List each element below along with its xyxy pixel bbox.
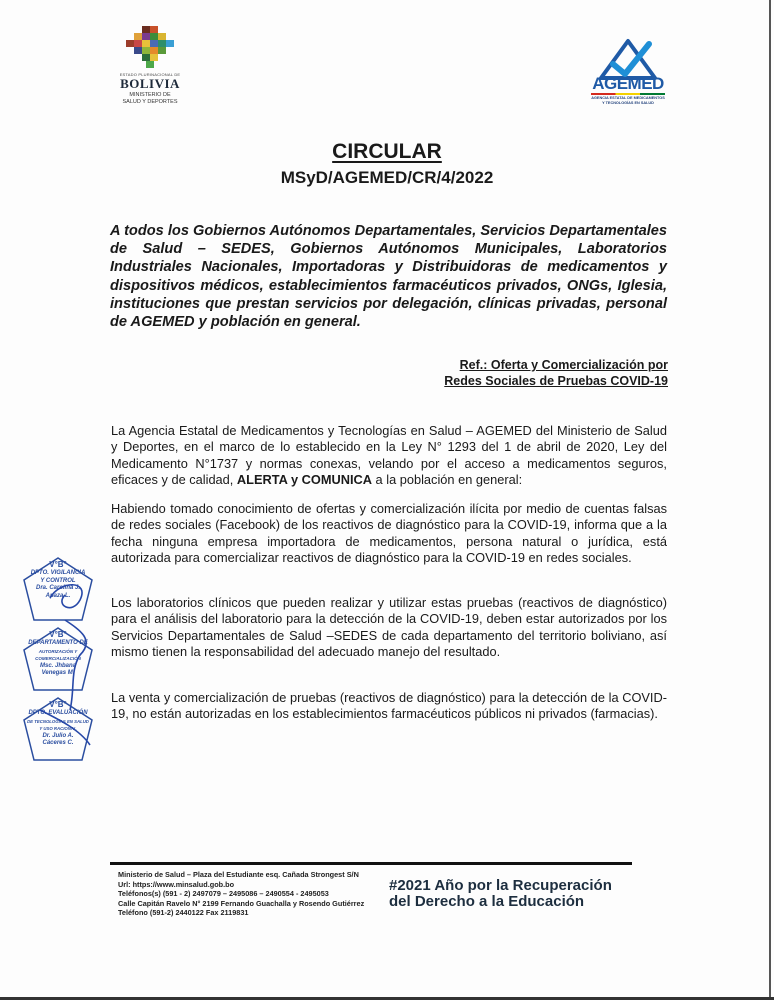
reference-line-2: Redes Sociales de Pruebas COVID-19 [444, 374, 668, 388]
paragraph-1-end: a la población en general: [372, 471, 523, 487]
bolivia-ministry-logo [112, 26, 188, 106]
paragraph-3: Los laboratorios clínicos que pueden realizar y utilizar estas pruebas (reactivos de diagnóstico) para el análisis del laboratorio para la detección de la COVID-19, deben estar autorizados por los Servicios Departamentales de Salud –SEDES de cada departamento del territorio boliviano, así mismo tienen la responsabilidad del adecuado manejo del resultado. [111, 595, 667, 659]
stamp-line: Dr. Julio A. [42, 732, 74, 739]
document-title: CIRCULAR [332, 140, 442, 163]
stamp-line: Dra. Carolina J. [35, 585, 80, 591]
paragraph-1 [111, 423, 667, 488]
paragraph-1-text: La Agencia Estatal de Medicamentos y Tecnologías en Salud – AGEMED del Ministerio de Salud y Deportes, en el marco de lo establecido en la Ley N° 1293 del 1 de abril de 2020, Ley del Medicamento N°1737 y normas conexas, velando por el acceso a medicamentos seguros, eficaces y de calidad, [111, 423, 667, 487]
stamp-vb: V°B° [49, 560, 67, 569]
motto-line-1: #2021 Año por la Recuperación [389, 877, 612, 894]
footer-url: Url: https://www.minsalud.gob.bo [118, 879, 235, 889]
agemed-sub-1: AGENCIA ESTATAL DE MEDICAMENTOS [591, 96, 665, 100]
agemed-sub-2: Y TECNOLOGÍAS EN SALUD [602, 101, 654, 105]
stamp-vb: V°B° [49, 700, 67, 709]
footer-address-line: Ministerio de Salud – Plaza del Estudiante esq. Cañada Strongest S/N [118, 870, 359, 879]
motto-line-2: del Derecho a la Educación [389, 893, 585, 910]
footer-motto [389, 878, 612, 910]
reference-line-1: Ref.: Oferta y Comercialización por [459, 358, 668, 372]
reference [410, 357, 668, 389]
stamp-line: Venegas M. [41, 670, 75, 676]
chakana-emblem-icon [124, 26, 176, 70]
stamp-line: DE TECNOLOGÍAS EN SALUD Y USO RACIONAL [27, 718, 89, 731]
stamp-line: Apaza L. [45, 592, 71, 599]
stamp-line: DPTO. EVALUACIÓN [28, 710, 88, 716]
footer-address-line: Teléfono (591-2) 2440122 Fax 2119831 [118, 908, 249, 917]
alert-emphasis: ALERTA y COMUNICA [236, 471, 372, 487]
country-name: BOLIVIA [120, 76, 180, 91]
agemed-name: AGEMED [592, 74, 664, 93]
paragraph-4: La venta y comercialización de pruebas (reactivos de diagnóstico) para la detección de la COVID-19, no están autorizadas en los establecimientos farmacéuticos públicos ni privados (farmacias). [111, 690, 667, 722]
ministry-line-1: MINISTERIO DE [129, 92, 171, 98]
stamp-line: Cáceres C. [42, 740, 74, 746]
footer-rule [110, 862, 632, 865]
ministry-line-2: SALUD Y DEPORTES [122, 99, 178, 105]
handwritten-signature-icon [20, 560, 110, 760]
stamp-line: Y CONTROL [40, 577, 76, 584]
state-caption: ESTADO PLURINACIONAL DE [119, 72, 181, 77]
addressee-paragraph: A todos los Gobiernos Autónomos Departamentales, Servicios Departamentales de Salud – SEDES, Gobiernos Autónomos Municipales, Laboratorios Industriales Nacionales, Importadoras y Distribuidoras de medicamentos y dispositivos médicos, establecimientos farmacéuticos privados, ONGs, Iglesia, instituciones que prestan servicios por delegación, clínicas privadas, personal de AGEMED y población en general. [110, 223, 667, 331]
stamp-line: DEPARTAMENTO DE [28, 640, 88, 646]
footer-address [118, 870, 364, 918]
stamp-line: DPTO. VIGILANCIA [30, 570, 86, 576]
document-code: MSyD/AGEMED/CR/4/2022 [280, 168, 494, 187]
footer-address-line: Calle Capitán Ravelo N° 2199 Fernando Guachalla y Rosendo Gutiérrez [118, 898, 365, 908]
flag-stripe [591, 93, 665, 95]
stamp-vb: V°B° [49, 630, 67, 639]
agemed-logo [583, 38, 673, 106]
footer-address-line: Teléfonos(s) (591 - 2) 2497079 – 2495086 – 2490554 - 2495053 [118, 889, 329, 898]
stamp-line: Msc. Jhbana [39, 662, 76, 669]
paragraph-2: Habiendo tomado conocimiento de ofertas y comercialización ilícita por medio de cuentas falsas de redes sociales (Facebook) de los reactivos de diagnóstico para la COVID-19, informa que a la fecha ninguna empresa importadora de medicamentos, persona natural o jurídica, está autorizada para comercializar reactivos de diagnóstico para la COVID-19 en redes sociales. [111, 501, 667, 565]
stamp-line: AUTORIZACIÓN Y COMERCIALIZACIÓN [35, 648, 81, 661]
